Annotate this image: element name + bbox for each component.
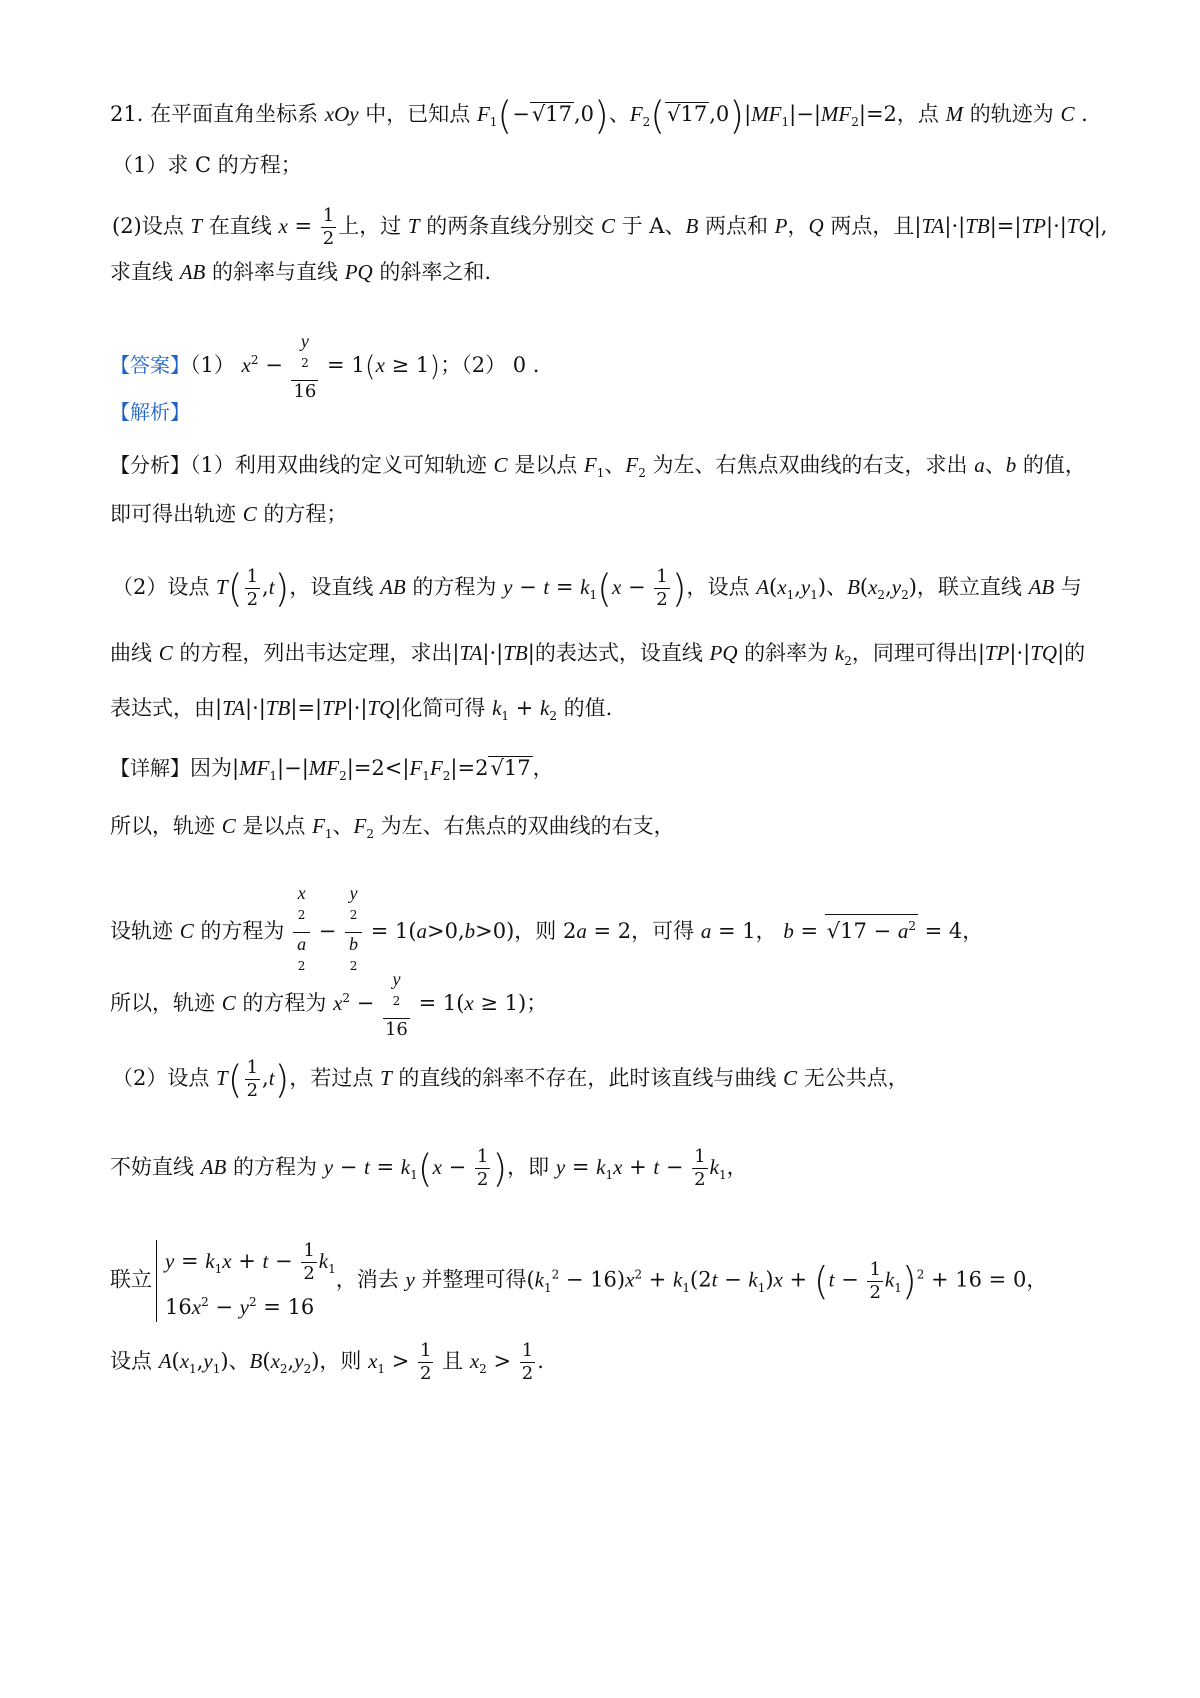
fenxi-line4: 曲线 C 的方程，列出韦达定理，求出|TA|·|TB|的表达式，设直线 PQ 的斜率为 $k_2$，同理可得出|TP|·|TQ|的 — [110, 641, 1086, 669]
detail-line1: 【详解】因为$|MF_1|-|MF_2|=2<|F_1F_2|=2√17$， — [110, 756, 554, 784]
detail-line7: 联立 $y = k_1x + t$ − $\frac{1}{2}$ $k_1$ $16x^2 - y^2 = 16$ ，消去 y 并整理可得$(k_1^2 - 16)x^2 + k_1(2t - k_1)x + (t$ − $\frac{1}{2}$ $k_1)^2 + 16 = 0$， — [110, 1240, 1104, 1322]
problem-number: 21. — [110, 102, 144, 126]
answer-line: 【答案】（1） $x^2$ − y $^2$ 16 = 1(x ≥ 1)；（2） 0 . — [110, 331, 540, 402]
detail-line8: 设点 $A(x_1,y_1)$、$B(x_2,y_2)$，则 $x_1$ > $\frac{1}{2}$ 且 $x_2$ > $\frac{1}{2}$ . — [110, 1340, 544, 1384]
problem-q1: （1）求 C 的方程； — [112, 153, 302, 177]
problem-q2-line1: (2)设点 T 在直线 x = $\frac{1}{2}$ 上，过 T 的两条直线分别交 C 于 A、B 两点和 P，Q 两点，且|TA|·|TB|=|TP|·|TQ|, — [112, 205, 1108, 249]
fenxi-line5: 表达式，由|TA|·|TB|=|TP|·|TQ|化简可得 $k_1 + k_2$ 的值. — [110, 696, 613, 724]
problem-q2-line2: 求直线 AB 的斜率与直线 PQ 的斜率之和. — [110, 260, 492, 284]
problem-stem: 21. 在平面直角坐标系 xOy 中，已知点 $F_1(-√17,0)$、$F_2(√17,0)|MF_1|-|MF_2|=2$，点 M 的轨迹为 C . — [110, 93, 1088, 138]
half-fraction: $\frac{1}{2}$ — [322, 205, 335, 249]
detail-line4: 所以，轨迹 C 的方程为 $x^2$ − y $^2$ 16 = 1(x ≥ 1)； — [110, 969, 548, 1040]
detail-line5: （2）设点 T( $\frac{1}{2}$ ,t)，若过点 T 的直线的斜率不存在，此时该直线与曲线 C 无公共点， — [112, 1057, 909, 1102]
fenxi-line3: （2）设点 T( $\frac{1}{2}$ ,t)，设直线 AB 的方程为 $y - t = k_1(x$ − $\frac{1}{2}$ )，设点 $A(x_1,y_1)$、$B(x_2,y_2)$，联立直线 AB 与 — [112, 566, 1082, 611]
detail-line2: 所以，轨迹 C 是以点 $F_1$、$F_2$ 为左、右焦点的双曲线的右支， — [110, 814, 675, 842]
equation-system: $y = k_1x + t$ − $\frac{1}{2}$ $k_1$ $16x^2 - y^2 = 16$ — [156, 1240, 336, 1322]
answer-tag: 【答案】 — [110, 353, 190, 377]
fenxi-line1: 【分析】（1）利用双曲线的定义可知轨迹 C 是以点 $F_1$、$F_2$ 为左、右焦点双曲线的右支，求出 a、b 的值， — [110, 453, 1086, 481]
analysis-header: 【解析】 — [110, 400, 190, 424]
detail-line6: 不妨直线 AB 的方程为 $y - t = k_1(x$ − $\frac{1}{2}$ )，即 $y = k_1x + t$ − $\frac{1}{2}$ $k_1$， — [110, 1146, 748, 1191]
fenxi-line2: 即可得出轨迹 C 的方程； — [110, 502, 348, 526]
detail-line3: 设轨迹 C 的方程为 x $^2$ a $^2$ − y $^2$ b $^2$ = 1(a>0,b>0)，则 2a = 2，可得 a = 1， $b = √17 - a^2 = 4$， — [110, 883, 984, 973]
